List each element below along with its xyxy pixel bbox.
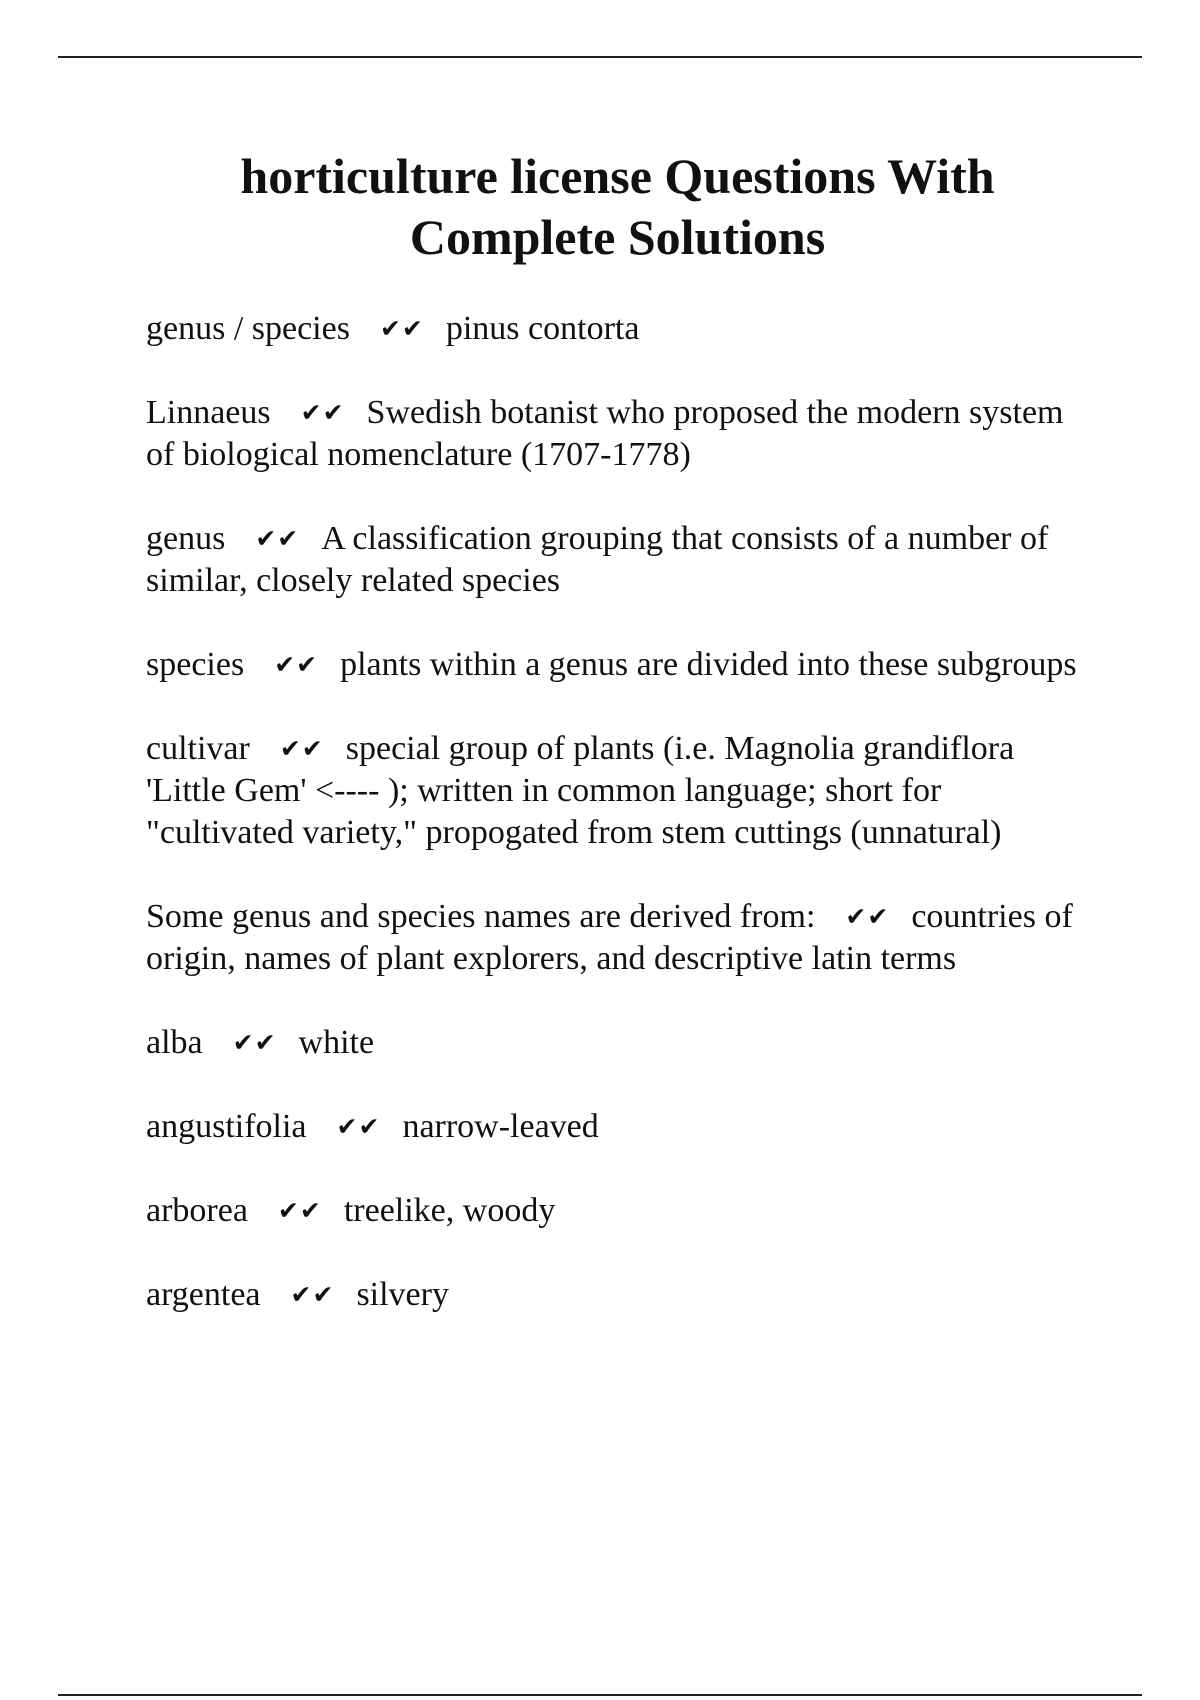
top-divider bbox=[58, 56, 1142, 58]
double-check-icon: ✔✔ bbox=[274, 650, 319, 679]
double-check-icon: ✔✔ bbox=[300, 398, 345, 427]
entry-answer: countries of origin, names of plant explorers, and descriptive latin terms bbox=[146, 898, 1073, 977]
entry-term: species bbox=[146, 646, 245, 683]
entry-term: genus / species bbox=[146, 310, 350, 347]
double-check-icon: ✔✔ bbox=[232, 1028, 277, 1057]
entry-answer: special group of plants (i.e. Magnolia grandiflora 'Little Gem' <---- ); written in common language; short for "cultivated variety," propogated from stem cuttings (unnatural) bbox=[146, 730, 1015, 851]
double-check-icon: ✔✔ bbox=[290, 1280, 335, 1309]
entry-term: Some genus and species names are derived from: bbox=[146, 898, 816, 935]
bottom-divider bbox=[58, 1694, 1142, 1696]
title-line-2: Complete Solutions bbox=[409, 209, 826, 265]
entry-answer: plants within a genus are divided into these subgroups bbox=[340, 646, 1077, 683]
qa-entry bbox=[146, 518, 1086, 602]
double-check-icon: ✔✔ bbox=[845, 902, 890, 931]
qa-entry bbox=[146, 1022, 1086, 1064]
entry-answer: silvery bbox=[356, 1276, 449, 1313]
entry-term: Linnaeus bbox=[146, 394, 271, 431]
qa-entry bbox=[146, 308, 1086, 350]
double-check-icon: ✔✔ bbox=[336, 1112, 381, 1141]
qa-entry bbox=[146, 1274, 1086, 1316]
qa-entry bbox=[146, 728, 1086, 854]
entry-answer: treelike, woody bbox=[343, 1192, 556, 1229]
qa-entry bbox=[146, 644, 1086, 686]
entry-term: alba bbox=[146, 1024, 203, 1061]
qa-list bbox=[146, 308, 1086, 1358]
qa-entry bbox=[146, 1106, 1086, 1148]
entry-term: genus bbox=[146, 520, 226, 557]
entry-term: argentea bbox=[146, 1276, 261, 1313]
qa-entry bbox=[146, 896, 1086, 980]
entry-answer: pinus contorta bbox=[445, 310, 640, 347]
entry-answer: Swedish botanist who proposed the modern system of biological nomenclature (1707-1778) bbox=[146, 394, 1064, 473]
document-title bbox=[120, 146, 1115, 268]
double-check-icon: ✔✔ bbox=[255, 524, 300, 553]
title-line-1: horticulture license Questions With bbox=[240, 148, 995, 204]
entry-answer: white bbox=[298, 1024, 375, 1061]
entry-answer: A classification grouping that consists of a number of similar, closely related species bbox=[146, 520, 1049, 599]
double-check-icon: ✔✔ bbox=[277, 1196, 322, 1225]
entry-term: cultivar bbox=[146, 730, 250, 767]
qa-entry bbox=[146, 392, 1086, 476]
double-check-icon: ✔✔ bbox=[379, 314, 424, 343]
entry-term: angustifolia bbox=[146, 1108, 307, 1145]
double-check-icon: ✔✔ bbox=[279, 734, 324, 763]
entry-term: arborea bbox=[146, 1192, 248, 1229]
qa-entry bbox=[146, 1190, 1086, 1232]
entry-answer: narrow-leaved bbox=[402, 1108, 599, 1145]
